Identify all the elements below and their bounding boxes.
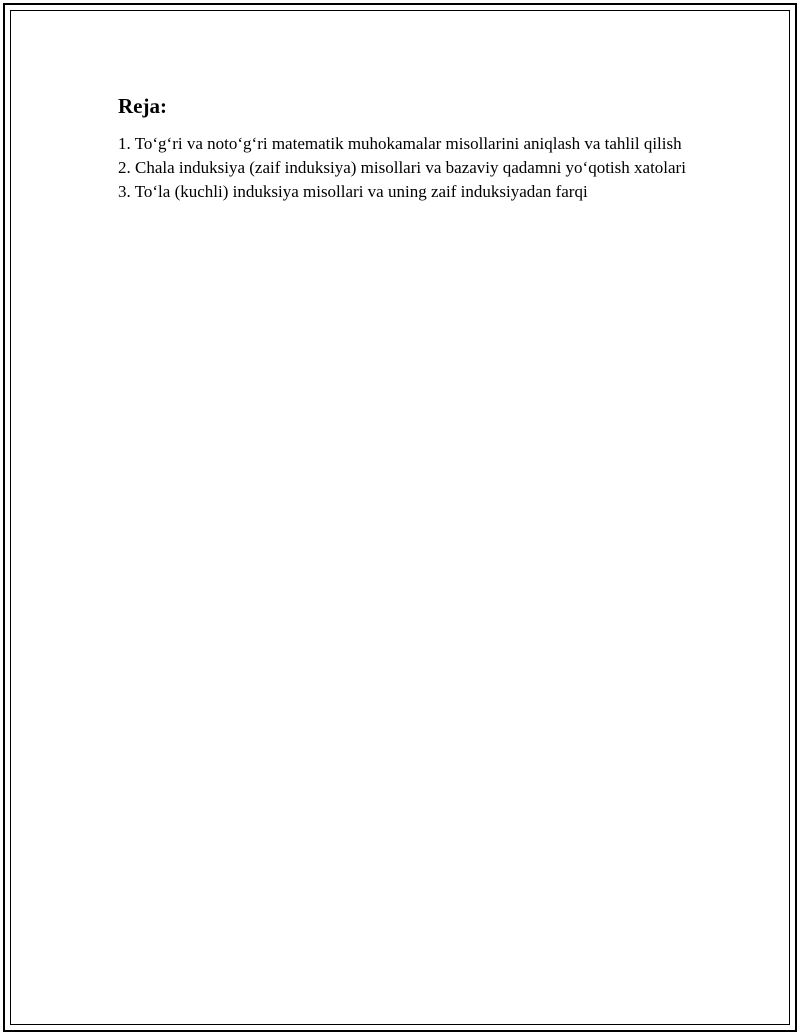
document-body bbox=[118, 92, 698, 204]
plan-item-2: 2. Chala induksiya (zaif induksiya) misollari va bazaviy qadamni yo‘qotish xatolari bbox=[118, 158, 686, 177]
plan-list bbox=[118, 132, 698, 204]
plan-heading: Reja: bbox=[118, 94, 167, 118]
plan-item-1: 1. To‘g‘ri va noto‘g‘ri matematik muhokamalar misollarini aniqlash va tahlil qilish bbox=[118, 134, 682, 153]
plan-item-3: 3. To‘la (kuchli) induksiya misollari va uning zaif induksiyadan farqi bbox=[118, 182, 588, 201]
